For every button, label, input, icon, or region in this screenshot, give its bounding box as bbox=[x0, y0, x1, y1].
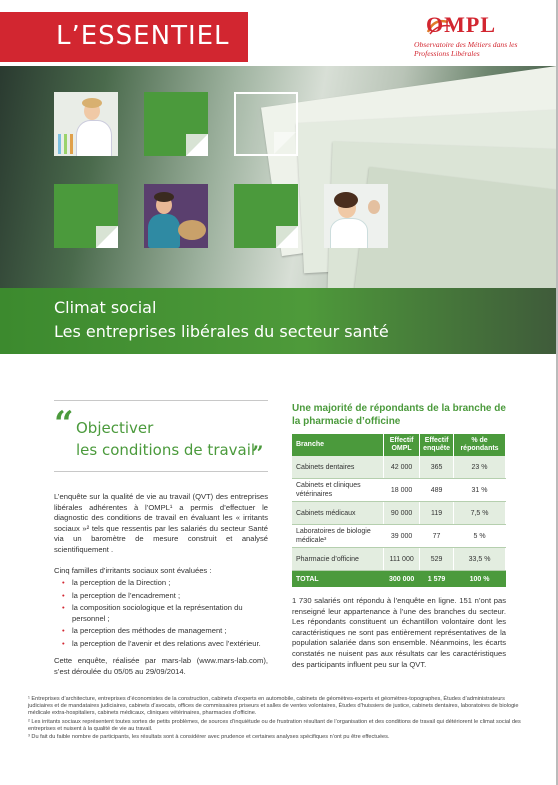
section-subtitle: Les entreprises libérales du secteur santé bbox=[54, 322, 389, 341]
hero-image bbox=[0, 66, 556, 288]
bullet-icon: • bbox=[62, 626, 65, 636]
column-header: Effectif OMPL bbox=[384, 434, 420, 456]
table-cell: 529 bbox=[420, 548, 454, 571]
table-total-row bbox=[292, 571, 506, 588]
table-cell: 119 bbox=[420, 502, 454, 525]
table-row bbox=[292, 502, 506, 525]
footnote: ³ Du fait du faible nombre de participants, les résultats sont à considérer avec prudence et certaines analyses spécifiques n’ont pu être effectuées. bbox=[28, 734, 390, 741]
logo-name: OMPL bbox=[426, 12, 496, 37]
table-header-row bbox=[292, 434, 506, 456]
close-quote-mark: ” bbox=[252, 441, 264, 465]
ompl-logo bbox=[404, 12, 554, 62]
irritants-list bbox=[54, 578, 268, 652]
table-cell: 77 bbox=[420, 525, 454, 548]
bullet-icon: • bbox=[62, 590, 65, 600]
table-title: Une majorité de répondants de la branche de la pharmacie d’officine bbox=[292, 403, 506, 427]
bullet-icon: • bbox=[62, 638, 65, 648]
page-fold bbox=[186, 134, 208, 156]
table-cell: Laboratoires de biologie médicale³ bbox=[292, 525, 384, 548]
closing-paragraph: Cette enquête, réalisée par mars-lab (www.mars-lab.com), s’est déroulée du 05/05 au 29/09/2014. bbox=[54, 656, 268, 676]
essentiel-banner bbox=[0, 12, 248, 62]
header bbox=[0, 0, 556, 66]
open-quote-mark: “ bbox=[54, 404, 74, 444]
list-item bbox=[54, 578, 268, 589]
families-intro: Cinq familles d’irritants sociaux sont évaluées : bbox=[54, 566, 212, 575]
column-header: Branche bbox=[292, 434, 384, 456]
table-row bbox=[292, 456, 506, 479]
column-header: % de répondants bbox=[454, 434, 506, 456]
list-item bbox=[54, 639, 268, 650]
test-tube-rack bbox=[58, 134, 82, 154]
list-item-text: la perception de l’avenir et des relations avec l’extérieur. bbox=[72, 638, 261, 648]
table-cell: 100 % bbox=[454, 571, 506, 588]
table-cell: 489 bbox=[420, 479, 454, 502]
bullet-icon: • bbox=[62, 603, 65, 613]
dentist-photo-tile bbox=[324, 184, 388, 248]
table-cell: 111 000 bbox=[384, 548, 420, 571]
quote-line-1: Objectiver bbox=[76, 419, 154, 437]
list-item bbox=[54, 626, 268, 637]
table-row bbox=[292, 548, 506, 571]
table-cell: 90 000 bbox=[384, 502, 420, 525]
bullet-icon: • bbox=[62, 578, 65, 587]
table-cell: Pharmacie d’officine bbox=[292, 548, 384, 571]
table-cell: 31 % bbox=[454, 479, 506, 502]
list-item-text: la composition sociologique et la représentation du personnel ; bbox=[72, 603, 243, 623]
table-cell: Cabinets dentaires bbox=[292, 456, 384, 479]
logo-subtitle: Observatoire des Métiers dans les Professions Libérales bbox=[414, 40, 518, 58]
vet-hair bbox=[154, 192, 174, 202]
dentist-hair bbox=[334, 192, 358, 208]
title-band bbox=[0, 288, 556, 354]
sample-paragraph: 1 730 salariés ont répondu à l’enquête en ligne. 151 n’ont pas renseigné leur appartenance à l’une des branches du secteur. Les répondants constituent un échantillon volontaire dont les caractéristiques ne sont pas entièrement représentatives de la population salariée dans son ensemble. Néanmoins, les écarts constatés ne nuisent pas aux résultats car les caractéristiques des participants influent peu sur la QVT. bbox=[292, 596, 506, 669]
table-cell: TOTAL bbox=[292, 571, 384, 588]
table-cell: 23 % bbox=[454, 456, 506, 479]
colleague-head bbox=[368, 200, 380, 214]
dog-shape bbox=[178, 220, 206, 240]
vet-scrubs bbox=[148, 214, 180, 248]
veterinary-photo-tile bbox=[144, 184, 208, 248]
footnote: ¹ Entreprises d’architecture, entreprises d’économistes de la construction, cabinets d’experts en automobile, cabinets de géomètres-experts et géomètres-topographes, Études d’administrateurs judiciaires et de mandataires judiciaires, cabinets d’avocats, offices de commissaires priseurs et salles de ventes volontaires, Études d’huissiers de justice, cabinets dentaires, laboratoires de biologie médicale extra-hospitaliers, cabinets médicaux, cliniques vétérinaires, pharmacies d’officine. bbox=[28, 696, 519, 717]
table-cell: 7,5 % bbox=[454, 502, 506, 525]
green-square-tile bbox=[54, 184, 118, 248]
green-square-tile bbox=[234, 184, 298, 248]
page-fold bbox=[274, 132, 296, 154]
list-item-text: la perception de l’encadrement ; bbox=[72, 590, 181, 600]
outline-square-tile bbox=[234, 92, 298, 156]
table-cell: Cabinets médicaux bbox=[292, 502, 384, 525]
table-row bbox=[292, 525, 506, 548]
respondents-table bbox=[292, 434, 506, 587]
green-square-tile bbox=[144, 92, 208, 156]
footnotes bbox=[28, 696, 530, 742]
table-cell: 5 % bbox=[454, 525, 506, 548]
list-item bbox=[54, 591, 268, 602]
table-cell: 18 000 bbox=[384, 479, 420, 502]
quote-line-2: les conditions de travail bbox=[76, 441, 256, 459]
pull-quote bbox=[54, 400, 268, 472]
list-item bbox=[54, 603, 268, 624]
table-cell: Cabinets et cliniques vétérinaires bbox=[292, 479, 384, 502]
page-fold bbox=[96, 226, 118, 248]
intro-paragraph: L’enquête sur la qualité de vie au travail (QVT) des entreprises libérales adhérentes à l’OMPL¹ a permis d’effectuer le diagnostic des conditions de travail en évaluant les « irritants sociaux »² tels que ressentis par les salariés du secteur Santé via un baromètre de mesure construit et analysé scientifiquement . bbox=[54, 492, 268, 554]
section-title: Climat social bbox=[54, 298, 157, 317]
lab-photo-tile bbox=[54, 92, 118, 156]
table-cell: 39 000 bbox=[384, 525, 420, 548]
table-cell: 42 000 bbox=[384, 456, 420, 479]
table-row bbox=[292, 479, 506, 502]
page-fold bbox=[276, 226, 298, 248]
dentist-coat bbox=[330, 218, 368, 248]
banner-title: L’ESSENTIEL bbox=[56, 21, 230, 51]
footnote: ² Les irritants sociaux représentent toutes sortes de petits problèmes, de sources d’inquiétude ou de frustration résultant de l’organisation et des conditions de travail qui détériorent le climat social des entreprises et nuisent à la qualité de vie au travail. bbox=[28, 718, 521, 732]
list-item-text: la perception des méthodes de management ; bbox=[72, 626, 227, 636]
hair-shape bbox=[82, 98, 102, 108]
table-cell: 1 579 bbox=[420, 571, 454, 588]
table-cell: 300 000 bbox=[384, 571, 420, 588]
table-cell: 365 bbox=[420, 456, 454, 479]
column-header: Effectif enquête bbox=[420, 434, 454, 456]
table-cell: 33,5 % bbox=[454, 548, 506, 571]
list-item-text: la perception de la Direction ; bbox=[72, 578, 171, 587]
